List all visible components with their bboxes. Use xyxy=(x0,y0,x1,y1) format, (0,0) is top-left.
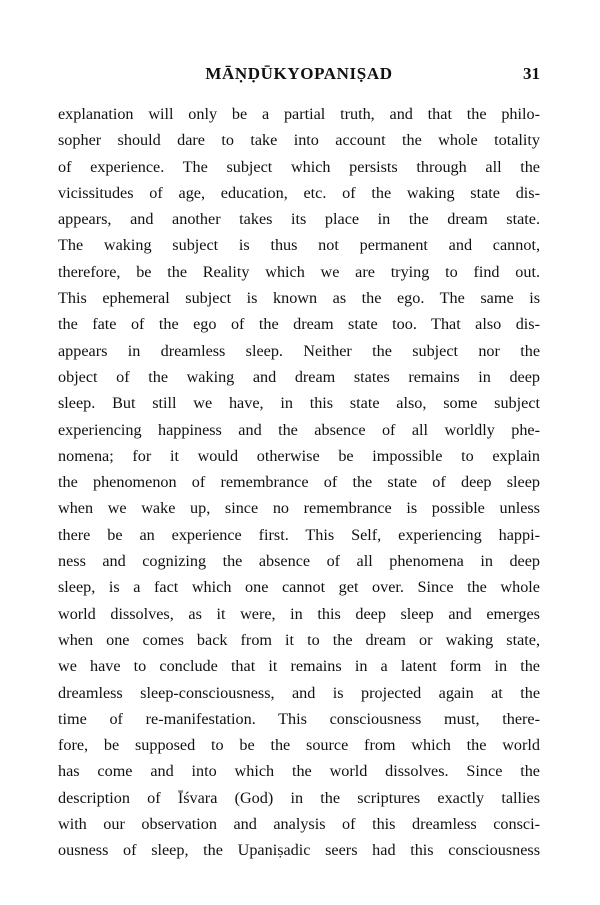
text-line: dreamless sleep-consciousness, and is projected again at the xyxy=(58,683,540,702)
text-line: of experience. The subject which persists through all the xyxy=(58,157,540,176)
text-line: The waking subject is thus not permanent and cannot, xyxy=(58,236,540,255)
text-line: ousness of sleep, the Upaniṣadic seers had this consciousness xyxy=(58,841,540,860)
text-line: has come and into which the world dissolves. Since the xyxy=(58,762,540,781)
body-paragraph xyxy=(58,101,540,864)
running-head xyxy=(58,62,540,86)
text-line: explanation will only be a partial truth, and that the philo- xyxy=(58,105,540,123)
text-line: nomena; for it would otherwise be impossible to explain xyxy=(58,446,540,465)
text-line: sleep, is a fact which one cannot get over. Since the whole xyxy=(58,578,540,597)
text-line: sleep. But still we have, in this state also, some subject xyxy=(58,394,540,413)
text-line: therefore, be the Reality which we are trying to find out. xyxy=(58,262,540,281)
text-line: with our observation and analysis of this dreamless consci- xyxy=(58,815,540,834)
text-line: appears, and another takes its place in the dream state. xyxy=(58,210,540,229)
text-line: object of the waking and dream states remains in deep xyxy=(58,367,540,386)
text-line: time of re-manifestation. This consciousness must, there- xyxy=(58,709,540,728)
text-line: the phenomenon of remembrance of the state of deep sleep xyxy=(58,473,540,492)
text-line: experiencing happiness and the absence of all worldly phe- xyxy=(58,420,540,439)
text-line: vicissitudes of age, education, etc. of the waking state dis- xyxy=(58,183,540,202)
text-line: world dissolves, as it were, in this deep sleep and emerges xyxy=(58,604,540,623)
text-line: This ephemeral subject is known as the ego. The same is xyxy=(58,289,540,308)
page-number: 31 xyxy=(523,64,540,83)
text-line: when one comes back from it to the dream or waking state, xyxy=(58,630,540,649)
text-line: there be an experience first. This Self, experiencing happi- xyxy=(58,525,540,544)
text-line: fore, be supposed to be the source from which the world xyxy=(58,736,540,755)
text-line: description of Īśvara (God) in the scriptures exactly tallies xyxy=(58,788,540,807)
text-line: ness and cognizing the absence of all phenomena in deep xyxy=(58,552,540,571)
text-line: when we wake up, since no remembrance is possible unless xyxy=(58,499,540,518)
text-line: sopher should dare to take into account the whole totality xyxy=(58,131,540,150)
text-line: the fate of the ego of the dream state too. That also dis- xyxy=(58,315,540,334)
text-line: we have to conclude that it remains in a latent form in the xyxy=(58,657,540,676)
page-title: MĀṆḌŪKYOPANIṢAD xyxy=(205,64,393,83)
text-line: appears in dreamless sleep. Neither the subject nor the xyxy=(58,341,540,360)
